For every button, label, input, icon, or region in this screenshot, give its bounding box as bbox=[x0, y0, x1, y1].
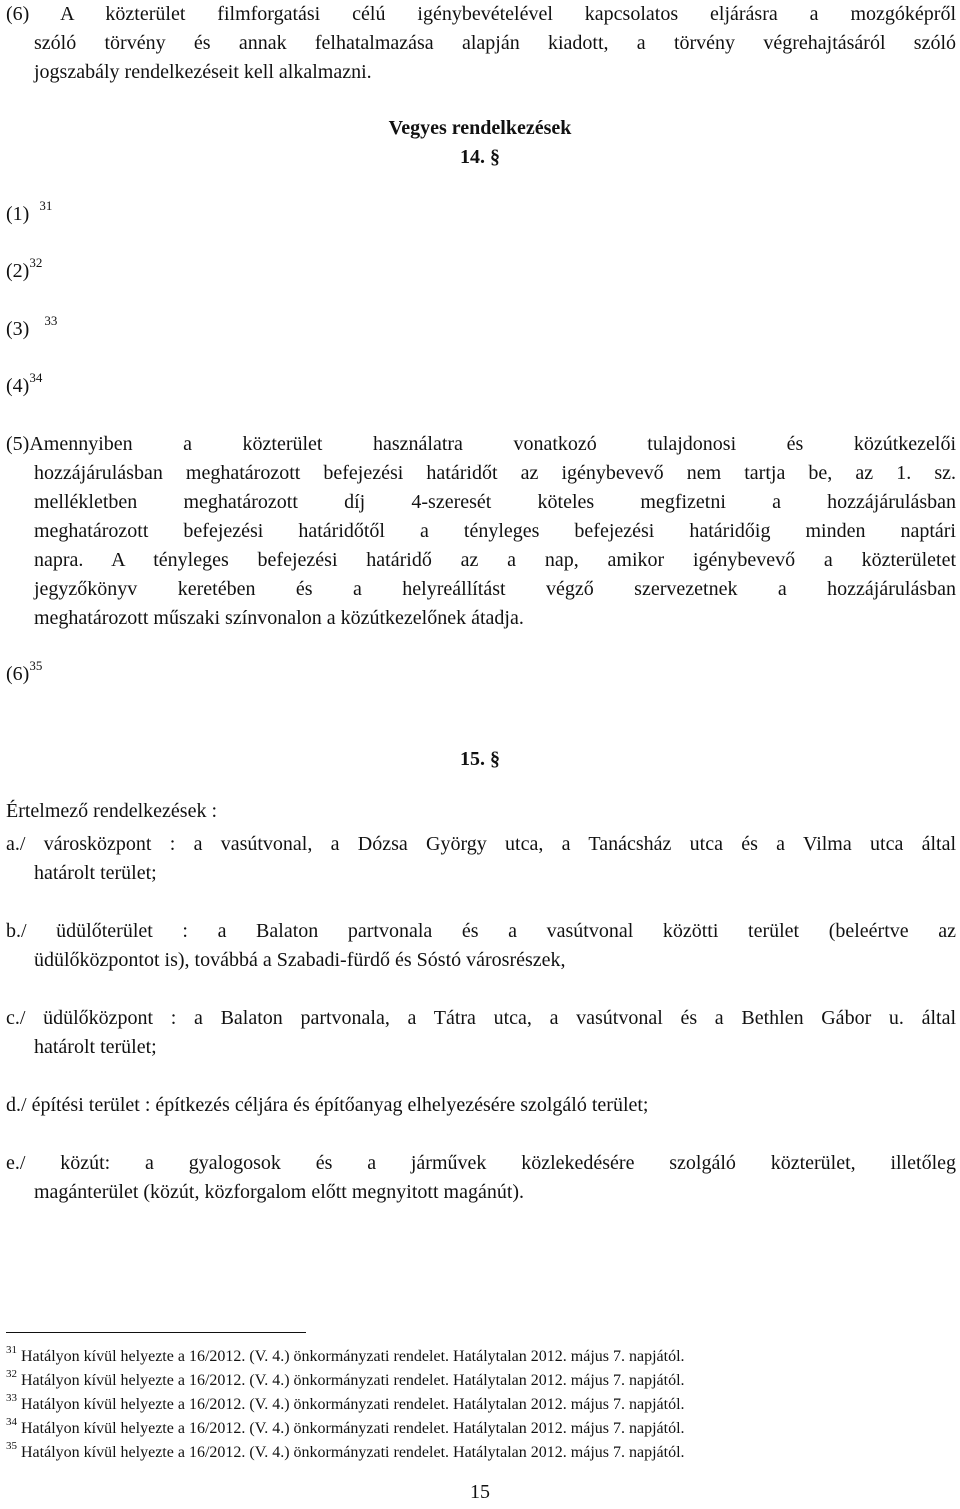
paragraph-5 bbox=[6, 430, 956, 633]
footnote-number: 33 bbox=[6, 1391, 17, 1404]
paragraph-label: (5) bbox=[6, 433, 30, 455]
footnote bbox=[6, 1441, 685, 1464]
repealed-item bbox=[6, 372, 42, 401]
footnote-ref: 35 bbox=[29, 658, 43, 674]
footnote bbox=[6, 1393, 685, 1416]
footnote-ref: 32 bbox=[29, 255, 43, 271]
footnote-ref: 33 bbox=[44, 313, 58, 329]
definition-text: üdülőközpontot is), továbbá a Szabadi-fürdő és Sóstó városrészek, bbox=[34, 949, 566, 971]
footnote bbox=[6, 1345, 685, 1368]
repealed-item bbox=[6, 315, 57, 344]
definition-text: építési terület : építkezés céljára és építőanyag elhelyezésére szolgáló terület; bbox=[31, 1094, 649, 1116]
footnote-text: Hatályon kívül helyezte a 16/2012. (V. 4.) önkormányzati rendelet. Hatálytalan 2012. május 7. napjától. bbox=[21, 1420, 685, 1437]
paragraph-text: meghatározott befejezési határidőtől a tényleges befejezési határidőig minden naptári bbox=[34, 520, 956, 542]
definition-key: a./ bbox=[6, 833, 26, 855]
page-number: 15 bbox=[470, 1481, 490, 1503]
definition-text: városközpont : a vasútvonal, a Dózsa György utca, a Tanácsház utca és a Vilma utca által bbox=[43, 833, 957, 855]
footnote bbox=[6, 1369, 685, 1392]
footnote-number: 35 bbox=[6, 1439, 17, 1452]
section-heading: Vegyes rendelkezések bbox=[388, 117, 572, 139]
definition-item bbox=[6, 830, 956, 888]
definition-item bbox=[6, 1091, 956, 1120]
section-heading: Értelmező rendelkezések : bbox=[6, 800, 217, 822]
paragraph-text: mellékletben meghatározott díj 4-szeresét köteles megfizetni a hozzájárulásban bbox=[34, 491, 956, 513]
footnote-ref: 31 bbox=[39, 198, 53, 214]
paragraph-6-top bbox=[6, 0, 956, 87]
paragraph-text: napra. A tényleges befejezési határidő az a nap, amikor igénybevevő a közterületet bbox=[34, 549, 956, 571]
definition-text: határolt terület; bbox=[34, 862, 157, 884]
definition-key: c./ bbox=[6, 1007, 26, 1029]
footnote-ref: 34 bbox=[29, 370, 43, 386]
paragraph-text: hozzájárulásban meghatározott befejezési határidőt az igénybevevő nem tartja be, az 1. sz. bbox=[34, 462, 956, 484]
footnote-number: 34 bbox=[6, 1415, 17, 1428]
definition-text: közút: a gyalogosok és a járművek közlekedésére szolgáló közterület, illetőleg bbox=[60, 1152, 957, 1174]
paragraph-text: szóló törvény és annak felhatalmazása alapján kiadott, a törvény végrehajtásáról szóló bbox=[34, 32, 956, 54]
definition-key: d./ bbox=[6, 1094, 27, 1116]
footnote-text: Hatályon kívül helyezte a 16/2012. (V. 4.) önkormányzati rendelet. Hatálytalan 2012. május 7. napjától. bbox=[21, 1396, 685, 1413]
section-number: 15. § bbox=[460, 748, 500, 770]
footnote bbox=[6, 1417, 685, 1440]
definition-key: e./ bbox=[6, 1152, 26, 1174]
footnote-text: Hatályon kívül helyezte a 16/2012. (V. 4.) önkormányzati rendelet. Hatálytalan 2012. május 7. napjától. bbox=[21, 1372, 685, 1389]
definition-text: üdülőterület : a Balaton partvonala és a vasútvonal közötti terület (beleértve az bbox=[56, 920, 957, 942]
section-number: 14. § bbox=[460, 146, 500, 168]
definition-text: üdülőközpont : a Balaton partvonala, a Tátra utca, a vasútvonal és a Bethlen Gábor u. által bbox=[43, 1007, 957, 1029]
definition-item bbox=[6, 1004, 956, 1062]
definition-text: határolt terület; bbox=[34, 1036, 157, 1058]
definition-text: magánterület (közút, közforgalom előtt megnyitott magánút). bbox=[34, 1181, 525, 1203]
item-label: (2) bbox=[6, 260, 30, 282]
footnote-number: 32 bbox=[6, 1367, 17, 1380]
item-label: (4) bbox=[6, 375, 30, 397]
footnote-text: Hatályon kívül helyezte a 16/2012. (V. 4.) önkormányzati rendelet. Hatálytalan 2012. május 7. napjától. bbox=[21, 1444, 685, 1461]
footnote-text: Hatályon kívül helyezte a 16/2012. (V. 4.) önkormányzati rendelet. Hatálytalan 2012. május 7. napjától. bbox=[21, 1348, 685, 1365]
item-label: (1) bbox=[6, 203, 30, 225]
paragraph-text: jegyzőkönyv keretében és a helyreállítást végző szervezetnek a hozzájárulásban bbox=[34, 578, 956, 600]
repealed-item bbox=[6, 257, 42, 286]
paragraph-text: Amennyiben a közterület használatra vonatkozó tulajdonosi és közútkezelői bbox=[29, 433, 956, 455]
definition-item bbox=[6, 1149, 956, 1207]
paragraph-label: (6) bbox=[6, 3, 30, 25]
repealed-item bbox=[6, 660, 42, 689]
item-label: (3) bbox=[6, 318, 30, 340]
definition-key: b./ bbox=[6, 920, 27, 942]
footnote-number: 31 bbox=[6, 1343, 17, 1356]
paragraph-text: meghatározott műszaki színvonalon a közútkezelőnek átadja. bbox=[34, 607, 524, 629]
item-label: (6) bbox=[6, 663, 30, 685]
footnote-separator bbox=[6, 1332, 306, 1333]
paragraph-text: A közterület filmforgatási célú igénybevételével kapcsolatos eljárásra a mozgóképről bbox=[60, 3, 956, 25]
definition-item bbox=[6, 917, 956, 975]
paragraph-text: jogszabály rendelkezéseit kell alkalmazni. bbox=[34, 61, 372, 83]
repealed-item bbox=[6, 200, 52, 229]
